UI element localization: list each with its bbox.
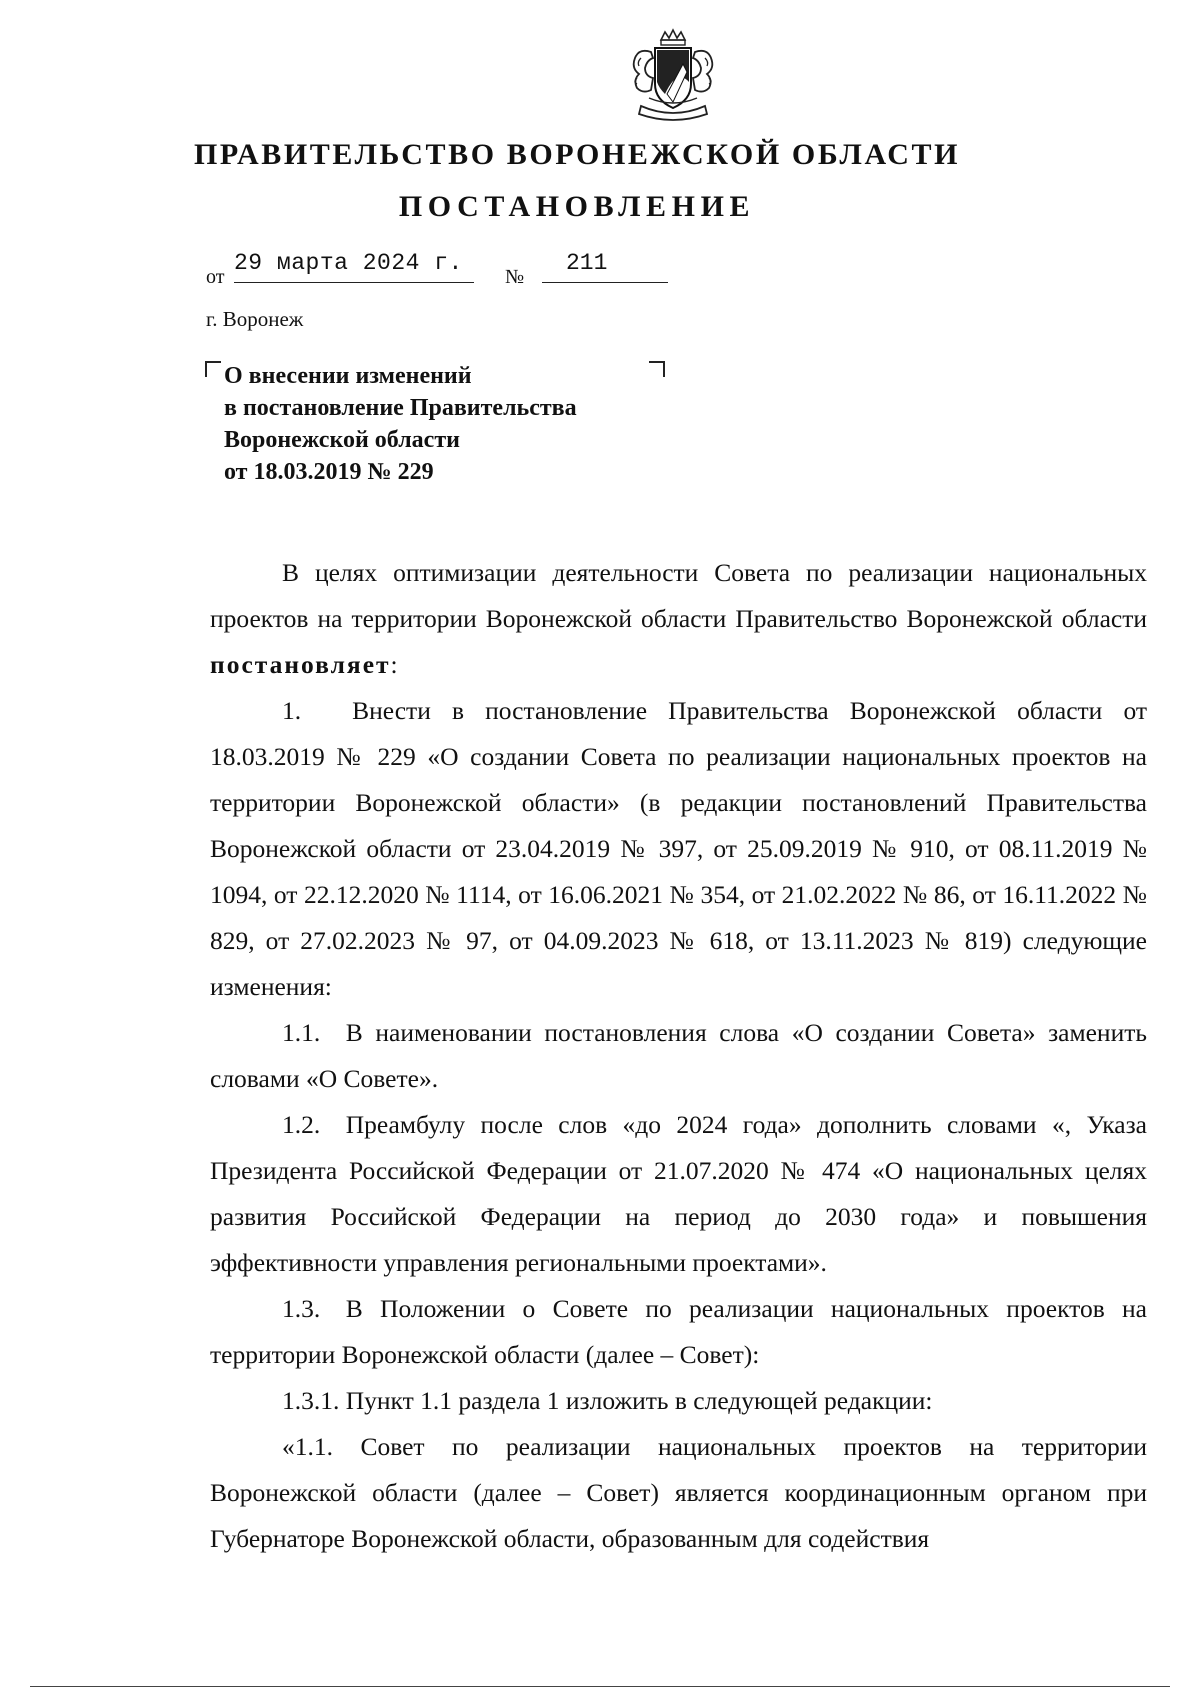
number-label: № [505,266,525,288]
date-prefix: от [206,266,225,288]
subject-line: Воронежской области [224,427,460,453]
subject-line: О внесении изменений [224,363,472,389]
body-paragraph: 1.3. В Положении о Совете по реализации национальных проектов на территории Воронежской области (далее – Совет): [210,1294,1147,1369]
preamble-keyword: постановляет [210,650,391,679]
subject-bracket-left [205,361,221,377]
document-type-title: ПОСТАНОВЛЕНИЕ [398,190,756,223]
preamble-text: В целях оптимизации деятельности Совета по реализации национальных проектов на территории Воронежской области Правительство Воронежской области [210,558,1147,633]
date-underline [234,282,474,283]
document-subject [224,360,664,488]
city-label: г. Воронеж [206,307,304,331]
organization-title: ПРАВИТЕЛЬСТВО ВОРОНЕЖСКОЙ ОБЛАСТИ [193,138,961,171]
date-number-line [206,250,706,290]
body-paragraph: 1. Внести в постановление Правительства Воронежской области от 18.03.2019 № 229 «О создании Совета по реализации национальных проектов на территории Воронежской области» (в редакции постановлений Правительства Воронежской области от 23.04.2019 № 397, от 25.09.2019 № 910, от 08.11.2019 № 1094, от 22.12.2020 № 1114, от 16.06.2021 № 354, от 21.02.2022 № 86, от 16.11.2022 № 829, от 27.02.2023 № 97, от 04.09.2023 № 618, от 13.11.2023 № 819) следующие изменения: [210,696,1147,1001]
number-underline [542,282,668,283]
body-paragraph: 1.2. Преамбулу после слов «до 2024 года» дополнить словами «, Указа Президента Российской Федерации от 21.07.2020 № 474 «О национальных целях развития Российской Федерации на период до 2030 года» и повышения эффективности управления региональными проектами». [210,1110,1147,1277]
subject-line: от 18.03.2019 № 229 [224,459,434,485]
preamble-paragraph [210,550,1147,688]
body-paragraph: 1.1. В наименовании постановления слова «О создании Совета» заменить словами «О Совете». [210,1018,1147,1093]
preamble-end: : [390,650,398,679]
date-value: 29 марта 2024 г. [234,250,463,276]
coat-of-arms-icon [621,28,725,128]
document-body [210,550,1147,1562]
body-paragraph: «1.1. Совет по реализации национальных проектов на территории Воронежской области (далее – Совет) является координационным органом при Губернаторе Воронежской области, образованным для содействия [210,1432,1147,1553]
subject-line: в постановление Правительства [224,395,577,421]
body-paragraph: 1.3.1. Пункт 1.1 раздела 1 изложить в следующей редакции: [282,1386,933,1415]
number-value: 211 [566,250,608,276]
page-bottom-rule [30,1686,1170,1687]
